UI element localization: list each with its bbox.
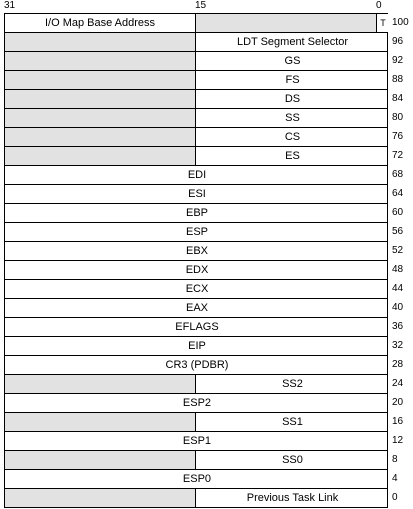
byte-offset-label: 32 [392,340,404,351]
byte-offset-label: 100 [392,17,409,28]
bit-label-15: 15 [195,0,207,11]
register-field: ESP1 [182,435,212,447]
byte-offset-label: 44 [392,283,404,294]
byte-offset-label: 28 [392,359,404,370]
tss-row [4,147,388,166]
tss-row [4,356,388,375]
reserved-field [5,413,195,431]
tss-row [4,71,388,90]
tss-row [4,52,388,71]
register-field: EBP [185,207,208,219]
tss-row [4,14,388,33]
tss-row [4,413,388,432]
segment-field: SS1 [195,413,389,431]
tss-row [4,489,388,508]
byte-offset-label: 84 [392,93,404,104]
byte-offset-label: 0 [392,492,398,503]
tss-row [4,375,388,394]
byte-offset-label: 92 [392,55,404,66]
byte-offset-label: 76 [392,131,404,142]
byte-offset-label: 96 [392,36,404,47]
tss-row [4,109,388,128]
tss-row [4,432,388,451]
reserved-field [5,90,195,108]
segment-field: SS2 [195,375,389,393]
tss-row [4,280,388,299]
byte-offset-label: 64 [392,188,404,199]
reserved-field [5,489,195,507]
tss-row [4,33,388,52]
byte-offset-label: 80 [392,112,404,123]
tss-layout-table [4,13,388,508]
byte-offset-label: 12 [392,435,404,446]
byte-offset-label: 56 [392,226,404,237]
bit-label-0: 0 [376,0,382,11]
byte-offset-label: 4 [392,473,398,484]
segment-field: ES [195,147,389,165]
segment-field: CS [195,128,389,146]
segment-field: FS [195,71,389,89]
byte-offset-label: 72 [392,150,404,161]
io-map-base-field: I/O Map Base Address [44,17,156,29]
register-field: EFLAGS [175,321,219,333]
tss-row [4,204,388,223]
reserved-field [5,128,195,146]
tss-row [4,394,388,413]
register-field: EDX [185,264,209,276]
register-field: EAX [185,302,208,314]
segment-field: SS [195,109,389,127]
byte-offset-label: 60 [392,207,404,218]
byte-offset-label: 8 [392,454,398,465]
reserved-field [195,14,389,32]
segment-field: SS0 [195,451,389,469]
reserved-field [5,33,195,51]
tss-row [4,470,388,489]
reserved-field [5,52,195,70]
tss-row [4,90,388,109]
reserved-field [5,375,195,393]
register-field: ESP0 [182,473,212,485]
tss-row [4,337,388,356]
byte-offset-label: 68 [392,169,404,180]
register-field: EDI [187,169,207,181]
register-field: CR3 (PDBR) [165,359,229,371]
segment-field: DS [195,90,389,108]
byte-offset-label: 88 [392,74,404,85]
register-field: EBX [185,245,208,257]
byte-offset-label: 52 [392,245,404,256]
byte-offset-label: 24 [392,378,404,389]
byte-offset-label: 20 [392,397,404,408]
tss-row [4,223,388,242]
register-field: EIP [188,340,206,352]
tss-row [4,185,388,204]
debug-trap-flag: T [376,14,389,32]
segment-field: GS [195,52,389,70]
register-field: ESP [185,226,208,238]
byte-offset-label: 40 [392,302,404,313]
tss-row [4,242,388,261]
segment-field: Previous Task Link [195,489,389,507]
tss-row [4,451,388,470]
reserved-field [5,451,195,469]
bit-label-31: 31 [4,0,16,11]
reserved-field [5,71,195,89]
reserved-field [5,147,195,165]
byte-offset-label: 16 [392,416,404,427]
tss-row [4,318,388,337]
tss-row [4,261,388,280]
byte-offset-label: 36 [392,321,404,332]
register-field: ESP2 [182,397,212,409]
reserved-field [5,109,195,127]
register-field: ECX [185,283,209,295]
byte-offset-label: 48 [392,264,404,275]
tss-row [4,299,388,318]
segment-field: LDT Segment Selector [195,33,389,51]
register-field: ESI [188,188,206,200]
tss-row [4,166,388,185]
tss-row [4,128,388,147]
